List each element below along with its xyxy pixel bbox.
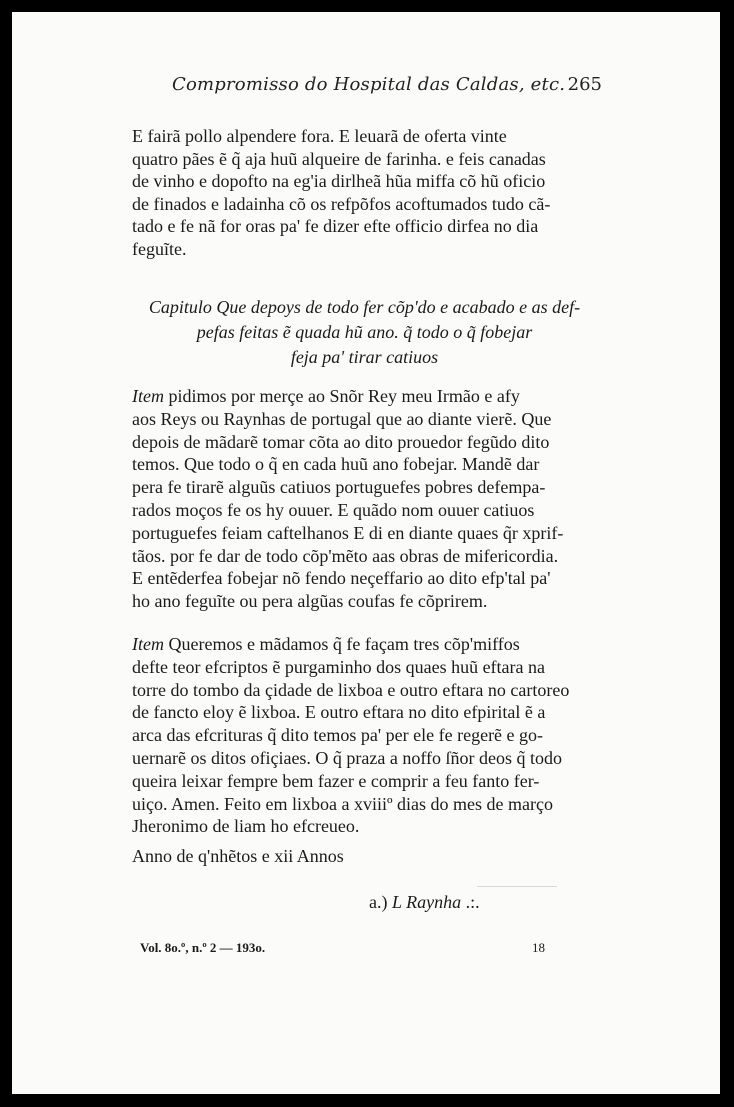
- item-2-body: Queremos e mãdamos q̃ fe façam tres cõp'miffos defte teor efcriptos ẽ purgaminho dos quaes huũ eftara na torre do tombo da çidade de lixboa e outro eftara no cartoreo de fancto eloy ẽ lixboa. E outro eftara no dito efpirital ẽ a arca das efcrituras q̃ dito temos pa' per ele fe regerẽ e go- uernarẽ os ditos ofiçiaes. O q̃ praza a noffo ſñor deos q̃ todo queira leixar fempre bem fazer e comprir a feu fanto fer- uiço. Amen. Feito em lixboa a xviiiº dias do mes de março Jheronimo de liam ho efcreueo.: [132, 634, 570, 837]
- document-page: [12, 12, 720, 1094]
- running-header: [172, 74, 602, 106]
- item-lead-word: Item: [132, 634, 164, 654]
- footer-volume: Vol. 8o.º, n.º 2 — 193o.: [140, 940, 266, 955]
- header-title: Compromisso do Hospital das Caldas, etc.: [172, 74, 566, 95]
- paragraph-item-2: [132, 633, 597, 838]
- item-1-body: pidimos por merçe ao Snõr Rey meu Irmão e afy aos Reys ou Raynhas de portugal que ao diante vierẽ. Que depois de mãdarẽ tomar cõta ao dito prouedor fegũdo dito temos. Que todo o q̃ en cada huũ ano fobejar. Mandẽ dar pera fe tirarẽ alguũs catiuos portuguefes pobres defempa- rados moços fe os hy ouuer. E quãdo nom ouuer catiuos portuguefes feiam caftelhanos E di en diante quaes q̃r xprif- tãos. por fe dar de todo cõp'mẽto aas obras de mifericordia. E entẽderfea fobejar nõ fendo neçeffario ao dito efp'tal pa' ho ano feguĩte ou pera algũas coufas fe cõprirem.: [132, 386, 564, 612]
- item-lead-word: Item: [132, 386, 164, 406]
- footer-signature-mark: 18: [532, 940, 545, 955]
- paragraph-intro: E fairã pollo alpendere fora. E leuarã de oferta vinte quatro pães ẽ q̃ aja huũ alqueire de farinha. e feis canadas de vinho e dopofto na eg'ia dirlheã hũa miffa cõ hũ oficio de finados e ladainha cõ os refpõfos acoftumados tudo cã- tado e fe nã for oras pa' fe dizer efte officio dirfea no dia feguĩte.: [132, 126, 551, 259]
- signature-mark: .:.: [465, 892, 480, 912]
- paragraph-item-1: [132, 385, 597, 613]
- chapter-heading: Capitulo Que depoys de todo fer cõp'do e acabado e as def- pefas feitas ẽ quada hũ ano. q̃ todo o q̃ fobejar feja pa' tirar catiuos: [148, 297, 581, 367]
- faint-rule: [477, 886, 557, 887]
- signature-line: [369, 892, 480, 913]
- page-number: 265: [567, 74, 602, 95]
- date-line: Anno de q'nhẽtos e xii Annos: [132, 846, 344, 866]
- signature-name: L Raynha: [391, 892, 462, 912]
- signature-prefix: a.): [369, 892, 388, 912]
